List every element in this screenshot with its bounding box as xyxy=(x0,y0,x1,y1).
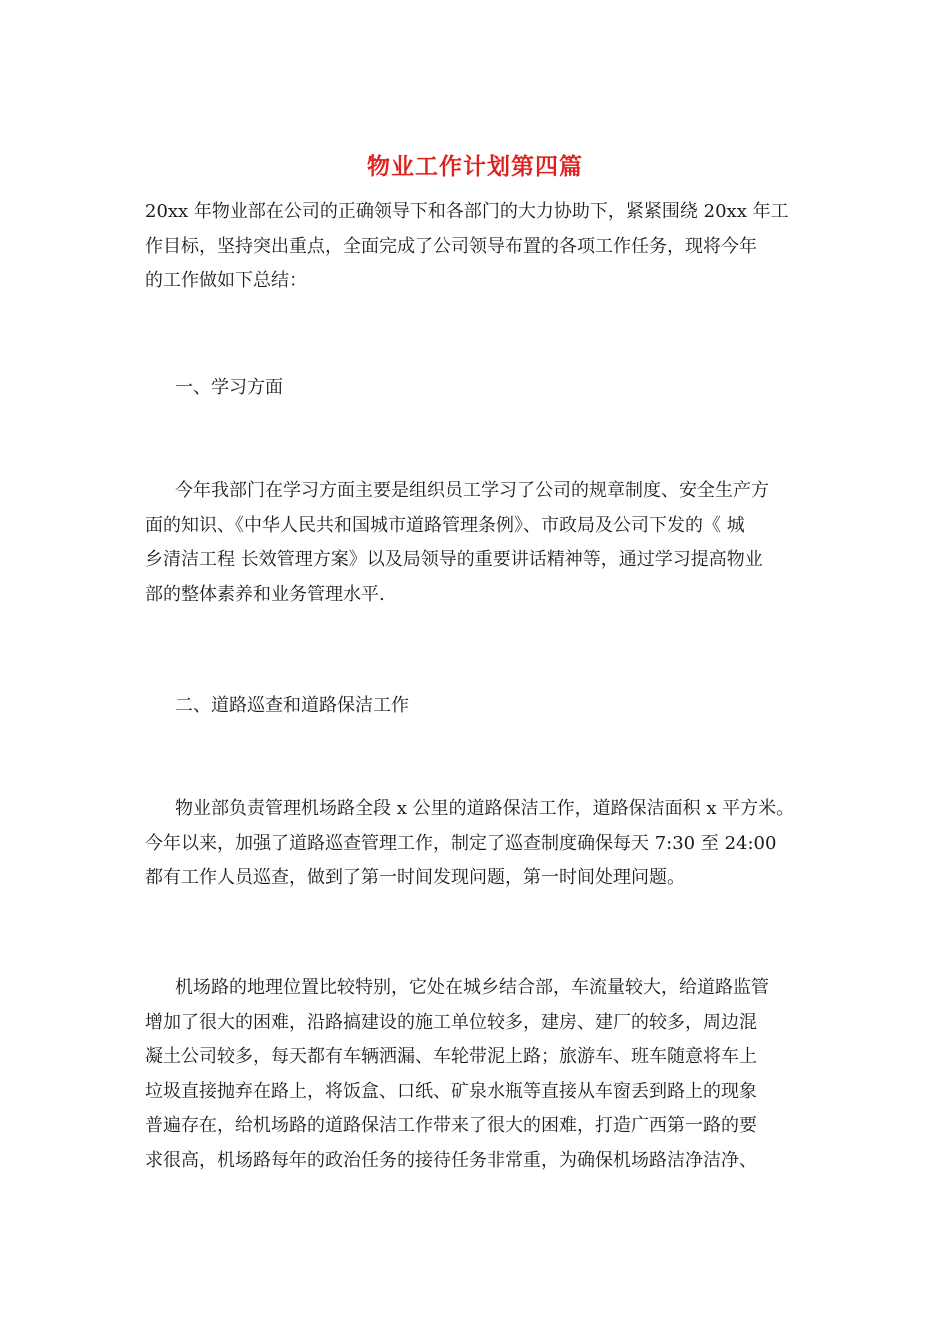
document-title: 物业工作计划第四篇 xyxy=(367,153,583,180)
intro-line: 20xx 年物业部在公司的正确领导下和各部门的大力协助下，紧紧围绕 20xx 年工 xyxy=(145,201,789,222)
intro-paragraph xyxy=(145,195,810,299)
road-paragraph-2 xyxy=(145,971,810,1178)
paragraph-line: 物业部负责管理机场路全段 x 公里的道路保洁工作，道路保洁面积 x 平方米。 xyxy=(175,798,795,819)
paragraph-line: 机场路的地理位置比较特别，它处在城乡结合部，车流量较大，给道路监管 xyxy=(175,977,769,998)
section-heading-road xyxy=(145,689,810,724)
paragraph-line: 求很高，机场路每年的政治任务的接待任务非常重，为确保机场路洁净洁净、 xyxy=(145,1149,757,1171)
paragraph-line: 今年以来，加强了道路巡查管理工作，制定了巡查制度确保每天 7:30 至 24:00 xyxy=(145,832,777,854)
paragraph-line: 面的知识、《中华人民共和国城市道路管理条例》、市政局及公司下发的《 城 xyxy=(145,514,745,536)
road-paragraph-1 xyxy=(145,792,810,896)
paragraph-line: 普遍存在，给机场路的道路保洁工作带来了很大的困难，打造广西第一路的要 xyxy=(145,1115,757,1136)
paragraph-line: 增加了很大的困难，沿路搞建设的施工单位较多，建房、建厂的较多，周边混 xyxy=(145,1011,757,1033)
intro-line: 作目标，坚持突出重点，全面完成了公司领导布置的各项工作任务，现将今年 xyxy=(145,235,757,257)
section-heading: 一、学习方面 xyxy=(175,377,283,398)
intro-line: 的工作做如下总结： xyxy=(145,270,307,291)
paragraph-line: 都有工作人员巡查，做到了第一时间发现问题，第一时间处理问题。 xyxy=(145,867,685,888)
paragraph-line: 部的整体素养和业务管理水平. xyxy=(145,583,385,605)
paragraph-line: 乡清洁工程 长效管理方案》以及局领导的重要讲话精神等，通过学习提高物业 xyxy=(145,549,763,570)
section-heading: 二、道路巡查和道路保洁工作 xyxy=(175,695,409,716)
paragraph-line: 今年我部门在学习方面主要是组织员工学习了公司的规章制度、安全生产方 xyxy=(175,480,769,501)
paragraph-line: 垃圾直接抛弃在路上，将饭盒、口纸、矿泉水瓶等直接从车窗丢到路上的现象 xyxy=(145,1080,757,1102)
section-heading-study xyxy=(145,371,810,406)
paragraph-line: 凝土公司较多，每天都有车辆洒漏、车轮带泥上路；旅游车、班车随意将车上 xyxy=(145,1046,757,1067)
study-paragraph xyxy=(145,474,810,612)
